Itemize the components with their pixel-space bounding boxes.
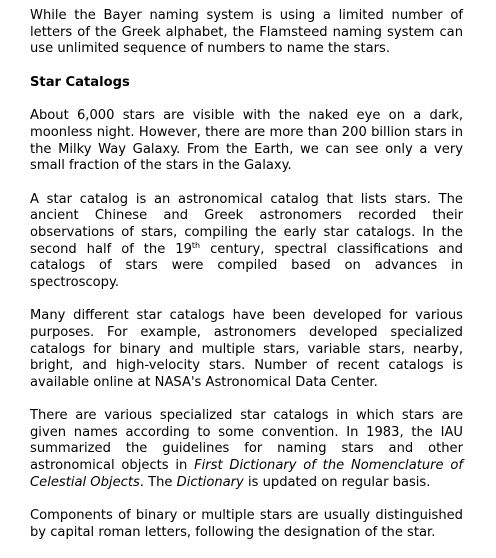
paragraph-text: A star catalog is an astronomical catalog that lists stars. The ancient Chinese and Greek astronomers recorded their observations of stars, compiling the early star catalogs. In the second half of the 19: [30, 191, 463, 257]
document-body: [30, 8, 463, 558]
superscript-ordinal: th: [191, 240, 201, 250]
paragraph-star-catalog-definition: [30, 192, 463, 292]
paragraph-text: century, spectral classifications and catalogs of stars were compiled based on advances in spectroscopy.: [30, 241, 463, 290]
dictionary-reference: Dictionary: [176, 474, 244, 490]
intro-paragraph: While the Bayer naming system is using a limited number of letters of the Greek alphabet, the Flamsteed naming system can use unlimited sequence of numbers to name the stars.: [30, 8, 463, 57]
paragraph-binary-stars: Components of binary or multiple stars are usually distinguished by capital roman letters, following the designation of the star.: [30, 508, 463, 540]
paragraph-text: . The: [139, 474, 177, 490]
paragraph-visible-stars: About 6,000 stars are visible with the naked eye on a dark, moonless night. However, there are more than 200 billion stars in the Milky Way Galaxy. From the Earth, we can see only a very small fraction of the stars in the Galaxy.: [30, 108, 463, 174]
paragraph-specialized-catalogs: [30, 408, 463, 491]
paragraph-text: There are various specialized star catalogs in which stars are given names according to some convention. In 1983, the IAU summarized the guidelines for naming stars and other astronomical objects in: [30, 408, 463, 474]
book-title: First Dictionary of the Nomenclature of Celestial Objects: [30, 458, 463, 490]
paragraph-text: is updated on regular basis.: [243, 474, 431, 490]
paragraph-catalog-purposes: Many different star catalogs have been developed for various purposes. For example, astronomers developed specialized catalogs for binary and multiple stars, variable stars, nearby, bright, and high-velocity stars. Number of recent catalogs is available online at NASA's Astronomical Data Center.: [30, 308, 463, 390]
section-heading-star-catalogs: Star Catalogs: [30, 74, 130, 90]
